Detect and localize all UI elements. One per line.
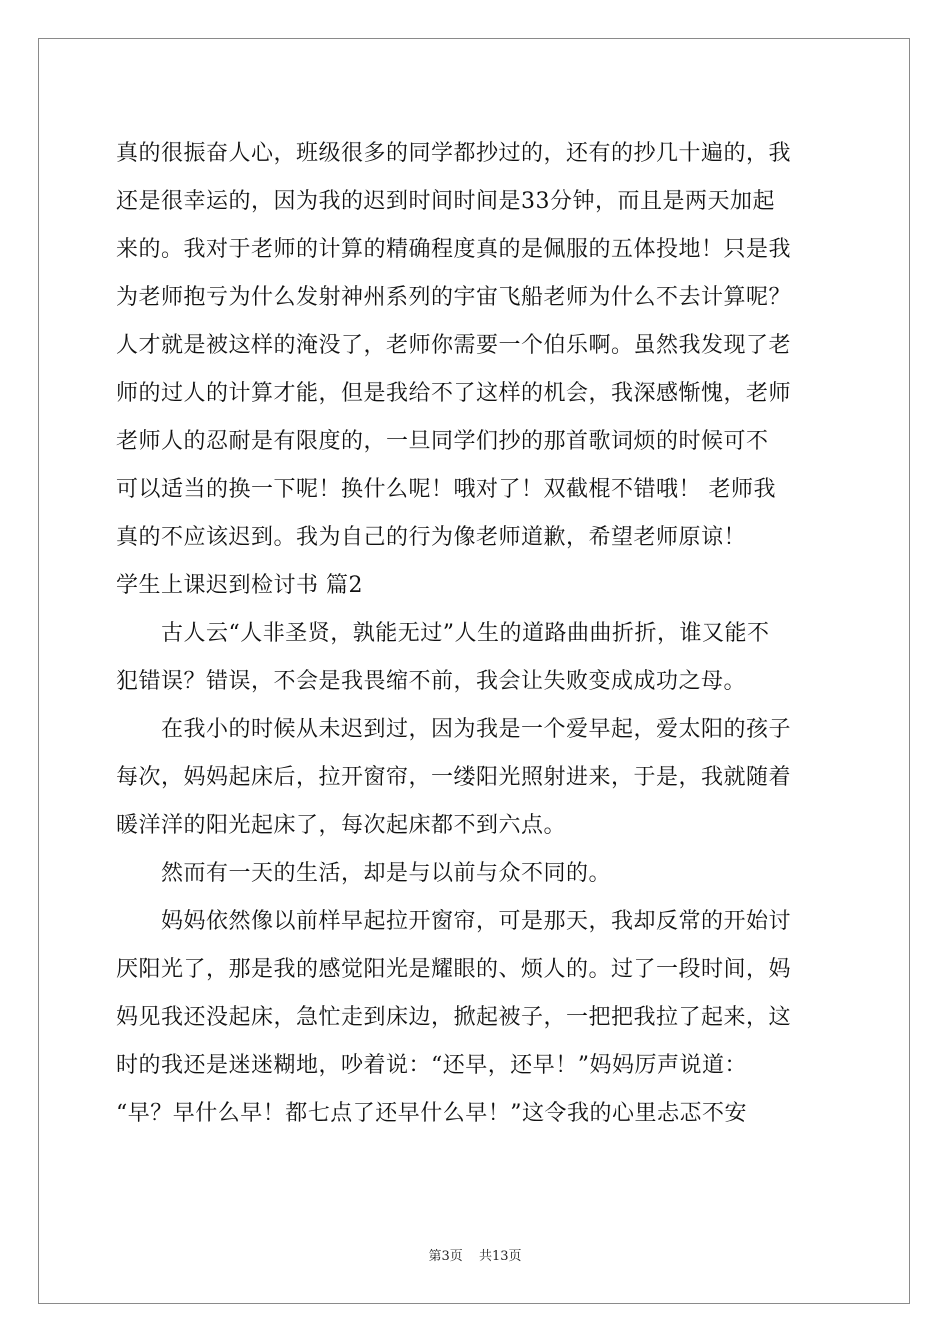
text-line: 真的不应该迟到。我为自己的行为像老师道歉，希望老师原谅！ bbox=[116, 525, 747, 550]
text-line: 为老师抱亏为什么发射神州系列的宇宙飞船老师为什么不去计算呢？ bbox=[116, 285, 792, 310]
section-heading: 学生上课迟到检讨书 篇2 bbox=[116, 573, 363, 598]
text-line: 妈见我还没起床，急忙走到床边，掀起被子，一把把我拉了起来，这 bbox=[116, 1005, 792, 1030]
text-line: 古人云“人非圣贤，孰能无过”人生的道路曲曲折折，谁又能不 bbox=[116, 621, 770, 646]
text-line: 老师人的忍耐是有限度的，一旦同学们抄的那首歌词烦的时候可不 bbox=[116, 429, 769, 454]
text-line: 每次，妈妈起床后，拉开窗帘，一缕阳光照射进来，于是，我就随着 bbox=[116, 765, 792, 790]
page-footer bbox=[0, 1245, 950, 1264]
text-line: 在我小的时候从未迟到过，因为我是一个爱早起，爱太阳的孩子 bbox=[116, 717, 792, 742]
page-number-current: 第3页 bbox=[428, 1249, 463, 1264]
text-line: 时的我还是迷迷糊地，吵着说：“还早，还早！”妈妈厉声说道： bbox=[116, 1053, 747, 1078]
text-line: 师的过人的计算才能，但是我给不了这样的机会，我深感惭愧，老师 bbox=[116, 381, 792, 406]
text-line: 厌阳光了，那是我的感觉阳光是耀眼的、烦人的。过了一段时间，妈 bbox=[116, 957, 792, 982]
text-line: 可以适当的换一下呢！换什么呢！哦对了！双截棍不错哦！ 老师我 bbox=[116, 477, 776, 502]
text-line: 还是很幸运的，因为我的迟到时间时间是33分钟，而且是两天加起 bbox=[116, 189, 775, 214]
page-number-total: 共13页 bbox=[478, 1249, 522, 1264]
text-line: 暖洋洋的阳光起床了，每次起床都不到六点。 bbox=[116, 813, 567, 838]
document-body bbox=[116, 130, 836, 1138]
text-line: 然而有一天的生活，却是与以前与众不同的。 bbox=[116, 861, 612, 886]
text-line: 来的。我对于老师的计算的精确程度真的是佩服的五体投地！只是我 bbox=[116, 237, 792, 262]
text-line: 真的很振奋人心，班级很多的同学都抄过的，还有的抄几十遍的，我 bbox=[116, 141, 792, 166]
text-line: 人才就是被这样的淹没了，老师你需要一个伯乐啊。虽然我发现了老 bbox=[116, 333, 792, 358]
text-line: 犯错误？错误，不会是我畏缩不前，我会让失败变成成功之母。 bbox=[116, 669, 747, 694]
text-line: 妈妈依然像以前样早起拉开窗帘，可是那天，我却反常的开始讨 bbox=[116, 909, 792, 934]
text-line: “早？早什么早！都七点了还早什么早！”这令我的心里忐忑不安 bbox=[116, 1101, 747, 1126]
